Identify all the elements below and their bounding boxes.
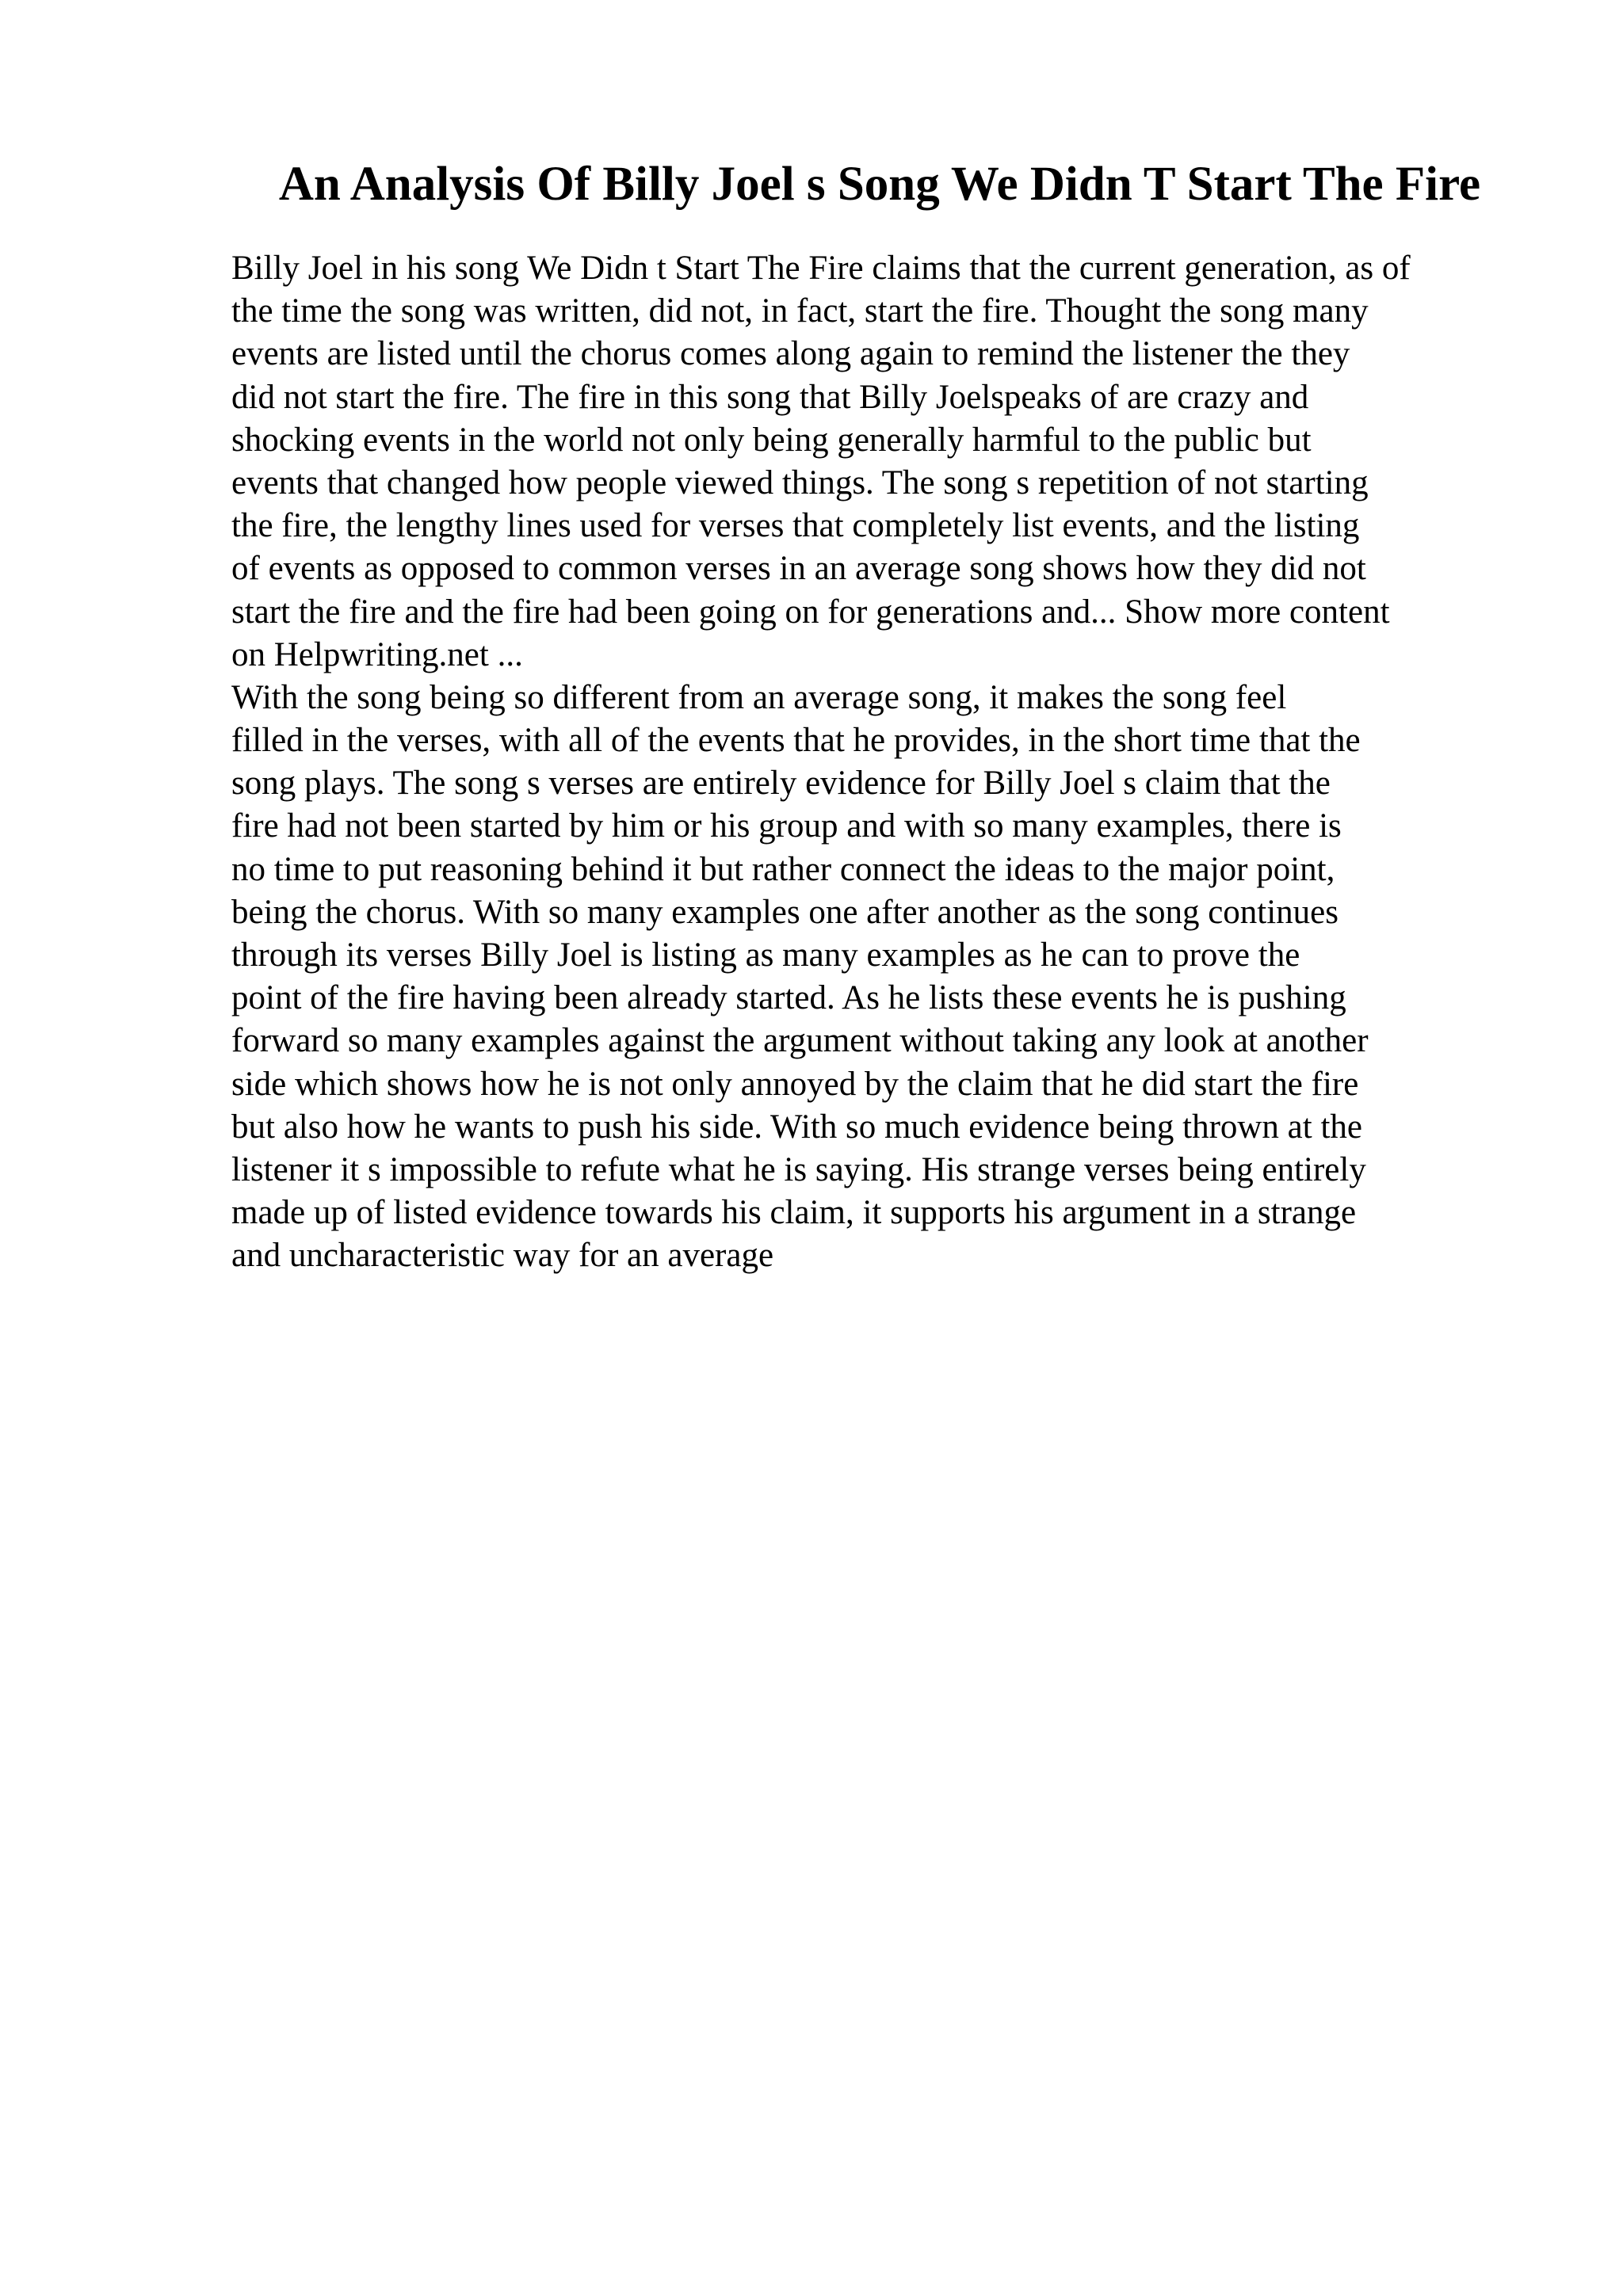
text-line: shocking events in the world not only being generally harmful to the public but [231,421,1312,459]
text-line: of events as opposed to common verses in an average song shows how they did not [231,550,1366,588]
text-line: start the fire and the fire had been going on for generations and... Show more content [231,593,1390,631]
text-line: the time the song was written, did not, in fact, start the fire. Thought the song many [231,292,1369,330]
text-line: With the song being so different from an average song, it makes the song feel [231,678,1287,716]
paragraph-2 [231,677,1531,1278]
text-line: the fire, the lengthy lines used for verses that completely list events, and the listing [231,507,1360,545]
text-line: no time to put reasoning behind it but rather connect the ideas to the major point, [231,850,1335,888]
text-line: through its verses Billy Joel is listing as many examples as he can to prove the [231,936,1300,974]
paragraph-1 [231,247,1531,677]
text-line: fire had not been started by him or his group and with so many examples, there is [231,807,1342,845]
text-line: point of the fire having been already started. As he lists these events he is pushing [231,979,1346,1017]
text-line: did not start the fire. The fire in this song that Billy Joelspeaks of are crazy and [231,378,1309,416]
text-line: events that changed how people viewed things. The song s repetition of not starting [231,463,1369,502]
text-line: and uncharacteristic way for an average [231,1237,774,1275]
text-line: but also how he wants to push his side. With so much evidence being thrown at the [231,1108,1362,1146]
text-line: being the chorus. With so many examples one after another as the song continues [231,893,1338,931]
text-line: made up of listed evidence towards his claim, it supports his argument in a strange [231,1194,1357,1232]
text-line: filled in the verses, with all of the events that he provides, in the short time that the [231,722,1361,760]
text-line: Billy Joel in his song We Didn t Start The Fire claims that the current generation, as of [231,250,1411,287]
text-line: on Helpwriting.net ... [231,635,523,673]
text-line: forward so many examples against the argument without taking any look at another [231,1022,1369,1060]
text-line: events are listed until the chorus comes along again to remind the listener the they [231,335,1350,373]
page-title: An Analysis Of Billy Joel s Song We Didn T Start The Fire [278,158,1481,211]
text-line: song plays. The song s verses are entirely evidence for Billy Joel s claim that the [231,765,1331,803]
text-line: listener it s impossible to refute what he is saying. His strange verses being entirely [231,1150,1366,1188]
text-line: side which shows how he is not only annoyed by the claim that he did start the fire [231,1065,1359,1103]
document-body [231,247,1531,1278]
